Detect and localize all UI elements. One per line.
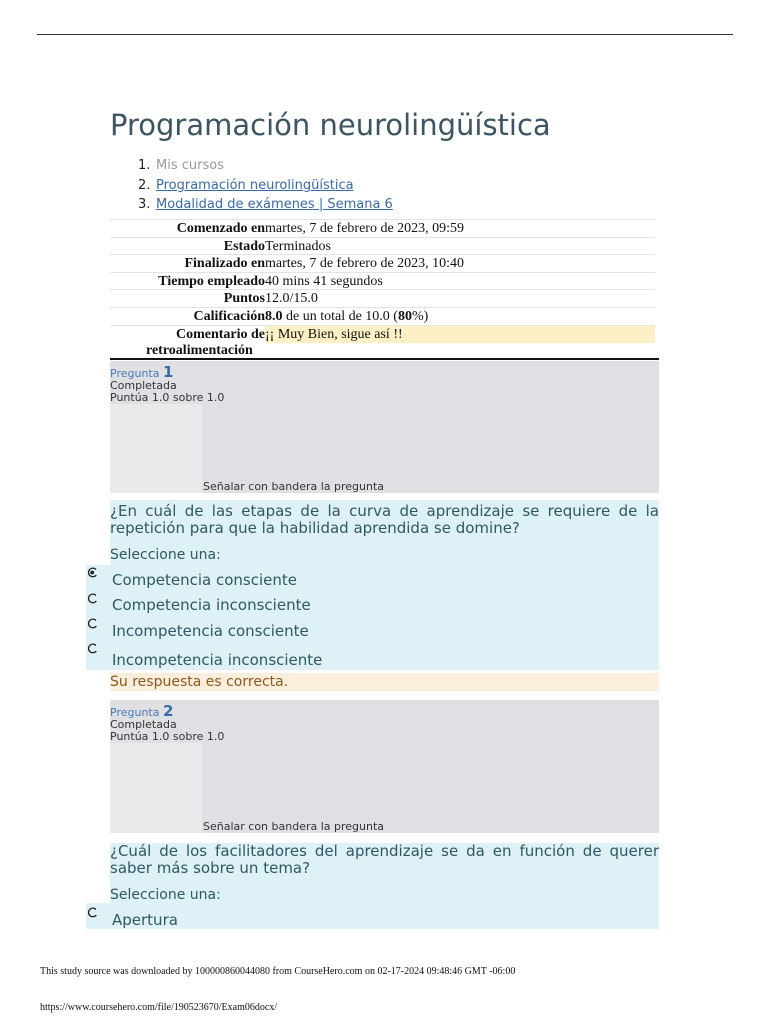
breadcrumb-item-mis-cursos[interactable]: Mis cursos (156, 158, 224, 173)
started-label: Comenzado en (176, 221, 265, 236)
summary-row-state (110, 237, 655, 255)
question-text: ¿En cuál de las etapas de la curva de aprendizaje se requiere de la repetición para que la habilidad aprendida se domine? (110, 502, 659, 537)
summary-row-grade (110, 307, 655, 326)
option-competencia-inconsciente[interactable]: Competencia inconsciente (112, 596, 311, 614)
question-number: 1 (162, 363, 174, 381)
summary-row-started (110, 219, 655, 238)
option-incompetencia-inconsciente[interactable]: Incompetencia inconsciente (112, 651, 323, 669)
question-text: ¿Cuál de los facilitadores del aprendizaje se da en función de querer saber más sobre un tema? (110, 842, 659, 877)
select-one-label: Seleccione una: (110, 887, 221, 903)
radio-unselected-icon[interactable] (87, 593, 98, 604)
breadcrumb-item-course[interactable]: Programación neurolingüística (156, 178, 354, 193)
grade-score: 8.0 (265, 309, 283, 324)
state-value: Terminados (265, 239, 331, 254)
grade-percent: 80 (397, 309, 412, 324)
option-competencia-consciente[interactable]: Competencia consciente (112, 571, 298, 589)
question-score: Puntúa 1.0 sobre 1.0 (110, 730, 225, 743)
top-divider (37, 34, 733, 35)
feedback-value: ¡¡ Muy Bien, sigue así !! (265, 327, 403, 342)
feedback-label-line2: retroalimentación (146, 343, 253, 358)
download-notice: This study source was downloaded by 100000860044080 from CourseHero.com on 02-17-2024 09:48:46 GMT -06:00 (40, 966, 516, 977)
grade-label: Calificación (193, 309, 265, 324)
summary-bottom-rule (110, 358, 659, 360)
time-label: Tiempo empleado (158, 274, 265, 289)
grade-value (265, 309, 428, 325)
breadcrumb-number: 1. (138, 158, 151, 173)
radio-unselected-icon[interactable] (87, 643, 98, 654)
radio-unselected-icon[interactable] (87, 618, 98, 629)
question-number: 2 (162, 702, 174, 720)
radio-selected-icon[interactable] (87, 567, 98, 578)
page-title: Programación neurolingüística (110, 108, 551, 142)
breadcrumb-item-exam[interactable]: Modalidad de exámenes | Semana 6 (156, 197, 393, 212)
question-status: Completada (110, 718, 177, 731)
answer-feedback (110, 673, 659, 691)
question-info-panel (110, 404, 202, 493)
started-value: martes, 7 de febrero de 2023, 09:59 (265, 221, 465, 236)
summary-row-finished (110, 254, 655, 273)
question-status: Completada (110, 379, 177, 392)
question-prefix: Pregunta (110, 367, 160, 380)
source-url[interactable]: https://www.coursehero.com/file/190523670/Exam06docx/ (40, 1002, 278, 1013)
breadcrumb-number: 3. (138, 197, 151, 212)
question-1-info (110, 361, 659, 493)
points-value: 12.0/15.0 (265, 291, 318, 306)
finished-label: Finalizado en (184, 256, 265, 271)
state-label: Estado (223, 239, 265, 254)
question-score: Puntúa 1.0 sobre 1.0 (110, 391, 225, 404)
question-2-info (110, 700, 659, 833)
radio-unselected-icon[interactable] (87, 907, 98, 918)
time-value: 40 mins 41 segundos (265, 274, 383, 289)
flag-question-link[interactable]: Señalar con bandera la pregunta (203, 480, 385, 493)
select-one-label: Seleccione una: (110, 547, 221, 563)
flag-question-link[interactable]: Señalar con bandera la pregunta (203, 820, 385, 833)
summary-row-time (110, 272, 655, 290)
question-info-panel (110, 743, 202, 833)
grade-end: %) (411, 309, 429, 324)
finished-value: martes, 7 de febrero de 2023, 10:40 (265, 256, 465, 271)
option-incompetencia-consciente[interactable]: Incompetencia consciente (112, 622, 309, 640)
points-label: Puntos (223, 291, 265, 306)
breadcrumb-number: 2. (138, 178, 151, 193)
feedback-label-line1: Comentario de (175, 327, 265, 342)
grade-total: de un total de 10.0 ( (282, 309, 398, 324)
correct-answer-text: Su respuesta es correcta. (110, 674, 289, 690)
summary-row-points (110, 289, 655, 308)
option-apertura[interactable]: Apertura (112, 911, 178, 929)
summary-row-feedback (110, 325, 655, 360)
question-prefix: Pregunta (110, 706, 160, 719)
